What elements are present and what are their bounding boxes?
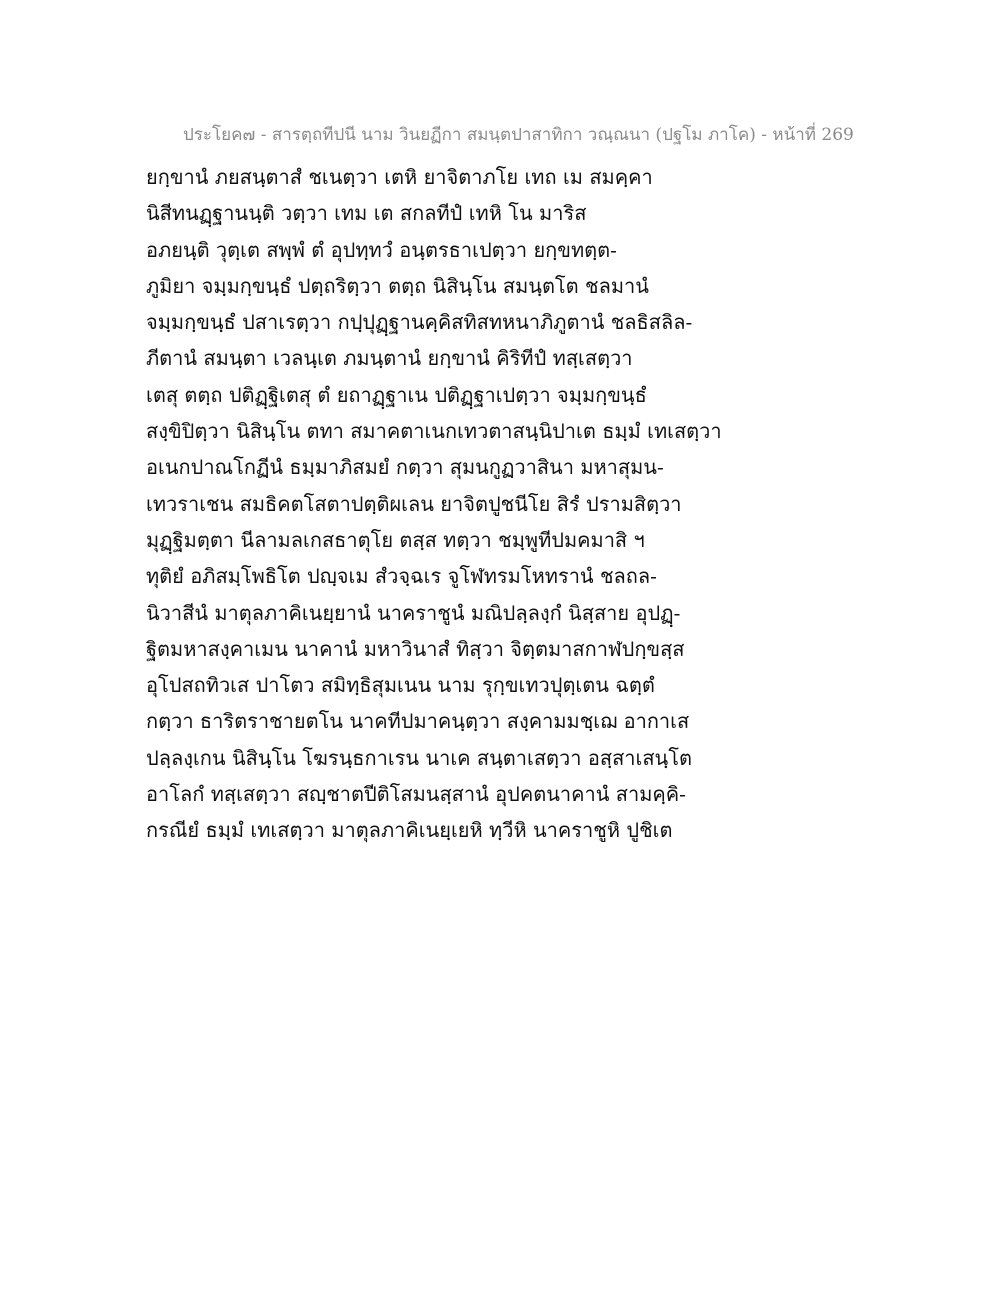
text-line: สงฺขิปิตฺวา นิสินฺโน ตทา สมาคตาเนกเทวตาสนฺนิปาเต ธมฺมํ เทเสตฺวา [146, 419, 722, 444]
text-line: จมฺมกฺขนฺธํ ปสาเรตฺวา กปฺปุฏฺฐานคฺคิสทิสทหนาภิภูตานํ ชลธิสลิล- [146, 310, 693, 335]
text-line: กตฺวา ธาริตราชายตโน นาคทีปมาคนฺตฺวา สงฺคามมชฺเฌ อากาเส [146, 709, 690, 734]
text-line: อเนกปาณโกฏีนํ ธมฺมาภิสมยํ กตฺวา สุมนกูฏวาสินา มหาสุมน- [146, 455, 664, 480]
text-line: อุโปสถทิวเส ปาโตว สมิทฺธิสุมเนน นาม รุกฺขเทวปุตฺเตน ฉตฺตํ [146, 673, 655, 698]
body-text [146, 159, 946, 849]
text-line: มุฏฺฐิมตฺตา นีลามลเกสธาตุโย ตสฺส ทตฺวา ชมฺพูทีปมคมาสิ ฯ [146, 527, 645, 552]
text-line: ทุติยํ อภิสมฺโพธิโต ปญฺจเม สํวจฺฉเร จูโฬทรมโหทรานํ ชลถล- [146, 564, 657, 589]
text-line: เตสุ ตตฺถ ปติฏฺฐิเตสุ ตํ ยถาฏฺฐาเน ปติฏฺฐาเปตฺวา จมฺมกฺขนฺธํ [146, 382, 647, 407]
text-line: กรณียํ ธมฺมํ เทเสตฺวา มาตุลภาคิเนยฺเยหิ ทฺวีหิ นาคราชูหิ ปูชิเต [146, 818, 673, 843]
text-line: ปลฺลงฺเกน นิสินฺโน โฆรนฺธกาเรน นาเค สนฺตาเสตฺวา อสฺสาเสนฺโต [146, 745, 692, 770]
text-line: อาโลกํ ทสฺเสตฺวา สญฺชาตปีติโสมนสฺสานํ อุปคตนาคานํ สามคฺคิ- [146, 782, 686, 807]
text-line: อภยนฺติ วุตฺเต สพฺพํ ตํ อุปทฺทวํ อนฺตรธาเปตฺวา ยกฺขทตฺต- [146, 237, 617, 262]
text-line: ยกฺขานํ ภยสนฺตาสํ ชเนตฺวา เตหิ ยาจิตาภโย เทถ เม สมคฺคา [146, 165, 653, 189]
text-line: ภีตานํ สมนฺตา เวลนฺเต ภมนฺตานํ ยกฺขานํ คิริทีปํ ทสฺเสตฺวา [146, 346, 633, 371]
text-line: ภูมิยา จมฺมกฺขนฺธํ ปตฺถริตฺวา ตตฺถ นิสินฺโน สมนฺตโต ชลมานํ [146, 273, 649, 298]
text-line: ฐิตมหาสงฺคาเมน นาคานํ มหาวินาสํ ทิสฺวา จิตฺตมาสกาฬปกฺขสฺส [146, 636, 685, 661]
text-line: เทวราเชน สมธิคตโสตาปตฺติผเลน ยาจิตปูชนีโย สิรํ ปรามสิตฺวา [146, 491, 682, 516]
page-header: ประโยค๗ - สารตฺถทีปนี นาม วินยฏีกา สมนฺตปาสาทิกา วณฺณนา (ปฐโม ภาโค) - หน้าที่ 269 [183, 125, 854, 145]
text-line: นิวาสีนํ มาตุลภาคิเนยฺยานํ นาคราชูนํ มณิปลฺลงฺกํ นิสฺสาย อุปฏฺ- [146, 600, 681, 625]
text-line: นิสีทนฏฺฐานนฺติ วตฺวา เทม เต สกลทีปํ เทหิ โน มาริส [146, 201, 587, 226]
